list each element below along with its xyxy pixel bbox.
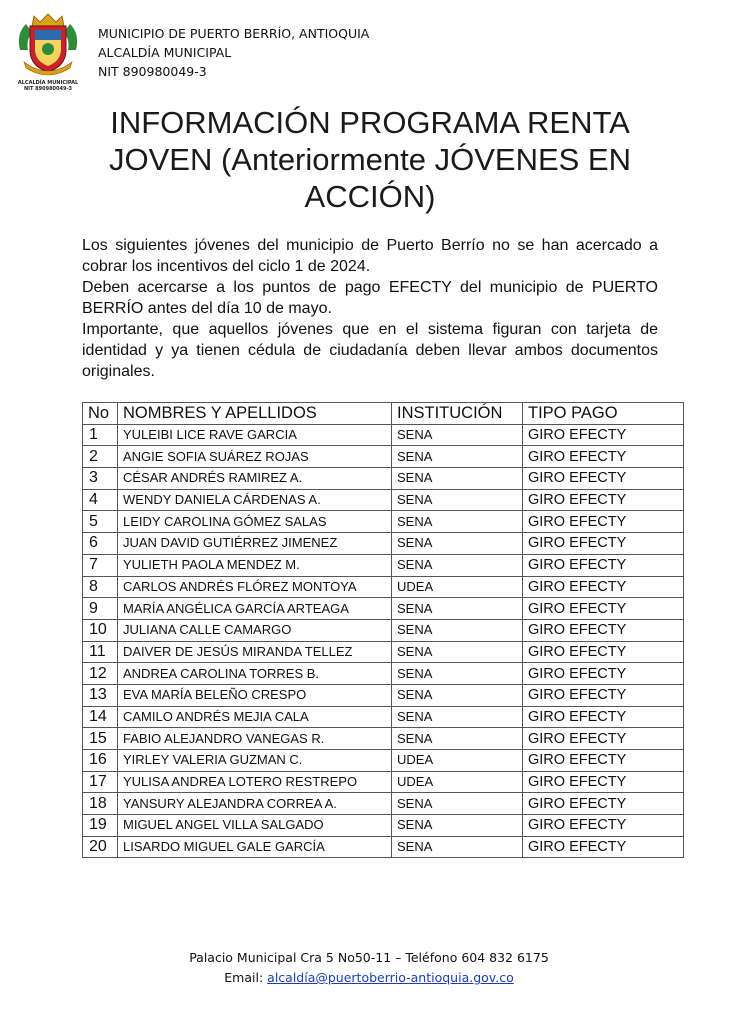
table-row	[83, 489, 684, 511]
title-line-3: ACCIÓN)	[304, 179, 436, 214]
row-number: 18	[83, 793, 118, 815]
table-row	[83, 446, 684, 468]
row-payment-type: GIRO EFECTY	[523, 728, 684, 750]
table-row	[83, 533, 684, 555]
row-number: 2	[83, 446, 118, 468]
paragraph-documents: Importante, que aquellos jóvenes que en el sistema figuran con tarjeta de identidad y ya tienen cédula de ciudadanía deben llevar ambos documentos originales.	[82, 321, 658, 380]
row-number: 3	[83, 468, 118, 490]
row-number: 4	[83, 489, 118, 511]
row-institution: UDEA	[392, 750, 523, 772]
row-institution: SENA	[392, 511, 523, 533]
row-name: EVA MARÍA BELEÑO CRESPO	[118, 684, 392, 706]
municipal-coat-of-arms-logo	[14, 10, 82, 94]
row-number: 17	[83, 771, 118, 793]
row-name: YULIETH PAOLA MENDEZ M.	[118, 554, 392, 576]
title-line-1: INFORMACIÓN PROGRAMA RENTA	[110, 105, 630, 140]
row-payment-type: GIRO EFECTY	[523, 619, 684, 641]
footer-email-label: Email:	[224, 970, 268, 985]
row-name: FABIO ALEJANDRO VANEGAS R.	[118, 728, 392, 750]
row-name: YIRLEY VALERIA GUZMAN C.	[118, 750, 392, 772]
row-number: 20	[83, 836, 118, 858]
footer-address: Palacio Municipal Cra 5 No50-11 – Teléfono 604 832 6175	[189, 950, 549, 965]
table-row	[83, 663, 684, 685]
table-row	[83, 793, 684, 815]
beneficiaries-table	[82, 402, 684, 858]
logo-caption-line-2: NIT 890980049-3	[23, 86, 73, 92]
table-row	[83, 641, 684, 663]
table-row	[83, 815, 684, 837]
row-name: ANDREA CAROLINA TORRES B.	[118, 663, 392, 685]
row-payment-type: GIRO EFECTY	[523, 706, 684, 728]
footer-email-line	[0, 968, 738, 988]
row-number: 7	[83, 554, 118, 576]
row-name: LEIDY CAROLINA GÓMEZ SALAS	[118, 511, 392, 533]
row-payment-type: GIRO EFECTY	[523, 489, 684, 511]
row-payment-type: GIRO EFECTY	[523, 815, 684, 837]
row-payment-type: GIRO EFECTY	[523, 793, 684, 815]
row-institution: SENA	[392, 663, 523, 685]
header-letterhead	[98, 24, 369, 81]
row-number: 1	[83, 424, 118, 446]
footer-email-link[interactable]: alcaldía@puertoberrio-antioquia.gov.co	[267, 970, 514, 985]
row-name: DAIVER DE JESÚS MIRANDA TELLEZ	[118, 641, 392, 663]
row-institution: SENA	[392, 815, 523, 837]
row-number: 19	[83, 815, 118, 837]
row-institution: SENA	[392, 684, 523, 706]
logo-caption-line-1: ALCALDÍA MUNICIPAL	[17, 80, 79, 86]
table-row	[83, 728, 684, 750]
table-row	[83, 771, 684, 793]
row-payment-type: GIRO EFECTY	[523, 446, 684, 468]
row-institution: SENA	[392, 728, 523, 750]
row-name: WENDY DANIELA CÁRDENAS A.	[118, 489, 392, 511]
paragraph-deadline: Deben acercarse a los puntos de pago EFECTY del municipio de PUERTO BERRÍO antes del día 10 de mayo.	[82, 279, 658, 317]
row-institution: SENA	[392, 706, 523, 728]
row-name: YANSURY ALEJANDRA CORREA A.	[118, 793, 392, 815]
table-row	[83, 511, 684, 533]
municipal-coat-of-arms-icon	[14, 10, 82, 80]
row-payment-type: GIRO EFECTY	[523, 468, 684, 490]
row-institution: SENA	[392, 424, 523, 446]
page-footer	[0, 948, 738, 988]
row-payment-type: GIRO EFECTY	[523, 663, 684, 685]
table-row	[83, 554, 684, 576]
row-name: MARÍA ANGÉLICA GARCÍA ARTEAGA	[118, 598, 392, 620]
row-name: MIGUEL ANGEL VILLA SALGADO	[118, 815, 392, 837]
notice-body	[82, 235, 658, 382]
row-name: LISARDO MIGUEL GALE GARCÍA	[118, 836, 392, 858]
row-institution: SENA	[392, 533, 523, 555]
row-institution: SENA	[392, 489, 523, 511]
paragraph-intro: Los siguientes jóvenes del municipio de Puerto Berrío no se han acercado a cobrar los incentivos del ciclo 1 de 2024.	[82, 237, 658, 275]
row-name: CÉSAR ANDRÉS RAMIREZ A.	[118, 468, 392, 490]
table-header-row	[83, 403, 684, 425]
row-institution: SENA	[392, 446, 523, 468]
table-row	[83, 619, 684, 641]
title-line-2: JOVEN (Anteriormente JÓVENES EN	[109, 142, 631, 177]
header-payment-type: TIPO PAGO	[523, 403, 684, 425]
table-row	[83, 468, 684, 490]
row-payment-type: GIRO EFECTY	[523, 576, 684, 598]
row-number: 10	[83, 619, 118, 641]
row-number: 6	[83, 533, 118, 555]
row-number: 16	[83, 750, 118, 772]
row-payment-type: GIRO EFECTY	[523, 598, 684, 620]
row-payment-type: GIRO EFECTY	[523, 533, 684, 555]
row-number: 15	[83, 728, 118, 750]
row-institution: UDEA	[392, 576, 523, 598]
row-payment-type: GIRO EFECTY	[523, 771, 684, 793]
row-institution: SENA	[392, 641, 523, 663]
row-payment-type: GIRO EFECTY	[523, 554, 684, 576]
row-payment-type: GIRO EFECTY	[523, 641, 684, 663]
table-row	[83, 750, 684, 772]
row-number: 14	[83, 706, 118, 728]
table-row	[83, 706, 684, 728]
row-number: 8	[83, 576, 118, 598]
table-row	[83, 424, 684, 446]
row-institution: SENA	[392, 793, 523, 815]
row-institution: SENA	[392, 468, 523, 490]
row-institution: SENA	[392, 836, 523, 858]
row-institution: UDEA	[392, 771, 523, 793]
row-payment-type: GIRO EFECTY	[523, 836, 684, 858]
row-name: YULISA ANDREA LOTERO RESTREPO	[118, 771, 392, 793]
row-name: JULIANA CALLE CAMARGO	[118, 619, 392, 641]
table-row	[83, 684, 684, 706]
header-municipality: MUNICIPIO DE PUERTO BERRÍO, ANTIOQUIA	[98, 26, 370, 41]
row-number: 11	[83, 641, 118, 663]
row-payment-type: GIRO EFECTY	[523, 511, 684, 533]
document-title	[60, 104, 680, 215]
row-institution: SENA	[392, 619, 523, 641]
row-number: 13	[83, 684, 118, 706]
row-number: 5	[83, 511, 118, 533]
header-nit: NIT 890980049-3	[98, 64, 207, 79]
table-row	[83, 576, 684, 598]
row-name: YULEIBI LICE RAVE GARCIA	[118, 424, 392, 446]
table-row	[83, 836, 684, 858]
header-office: ALCALDÍA MUNICIPAL	[98, 45, 232, 60]
row-name: CARLOS ANDRÉS FLÓREZ MONTOYA	[118, 576, 392, 598]
row-payment-type: GIRO EFECTY	[523, 424, 684, 446]
table-row	[83, 598, 684, 620]
row-payment-type: GIRO EFECTY	[523, 750, 684, 772]
header-institution: INSTITUCIÓN	[392, 403, 523, 425]
row-name: JUAN DAVID GUTIÉRREZ JIMENEZ	[118, 533, 392, 555]
row-number: 9	[83, 598, 118, 620]
row-payment-type: GIRO EFECTY	[523, 684, 684, 706]
row-institution: SENA	[392, 598, 523, 620]
header-names: NOMBRES Y APELLIDOS	[118, 403, 392, 425]
row-number: 12	[83, 663, 118, 685]
header-no: No	[83, 403, 118, 425]
row-institution: SENA	[392, 554, 523, 576]
row-name: ANGIE SOFIA SUÁREZ ROJAS	[118, 446, 392, 468]
row-name: CAMILO ANDRÉS MEJIA CALA	[118, 706, 392, 728]
